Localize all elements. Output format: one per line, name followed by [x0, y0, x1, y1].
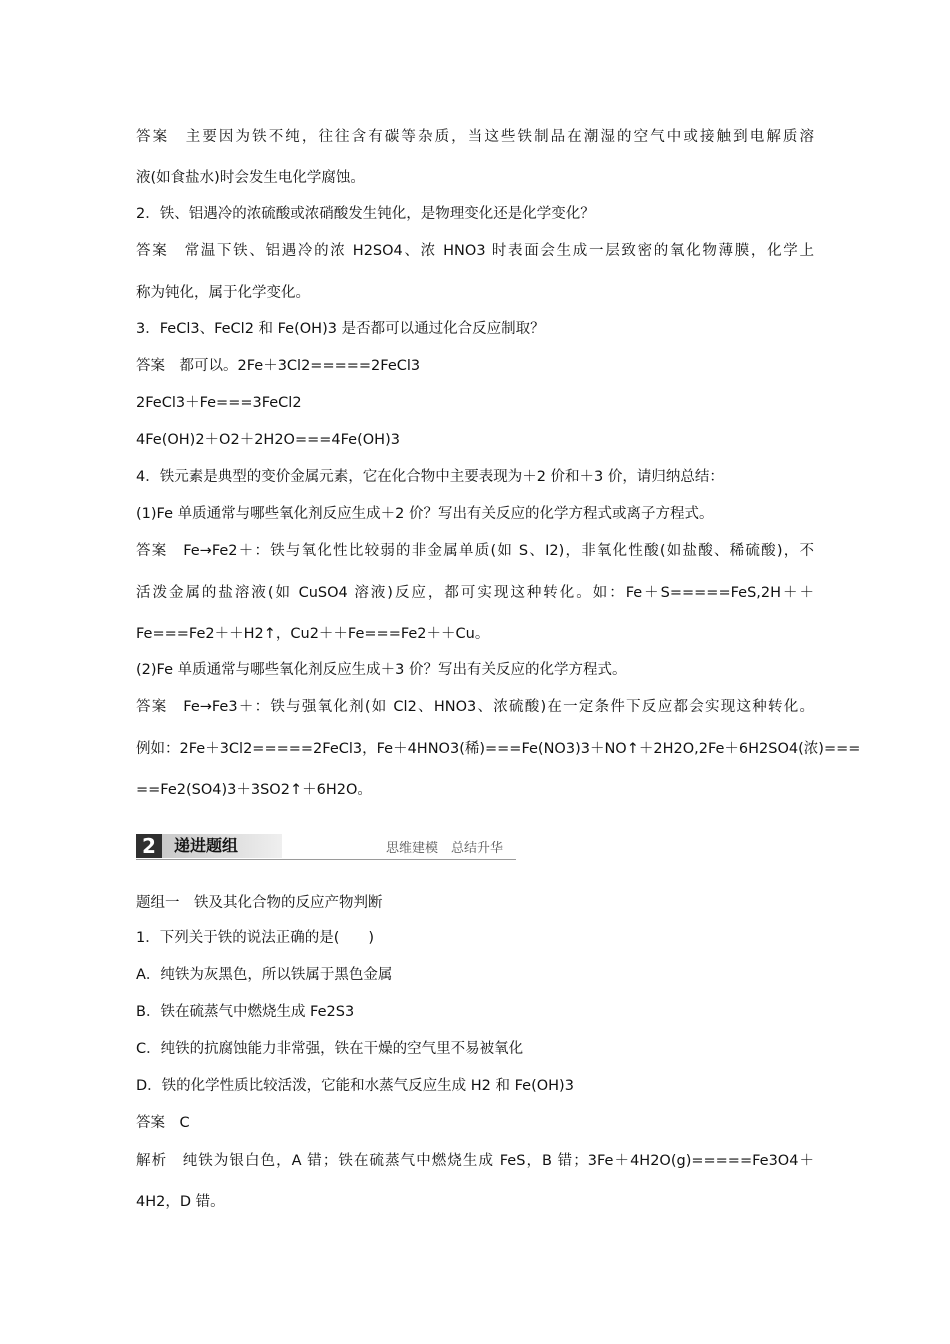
line-20: 1．下列关于铁的说法正确的是( ) [136, 930, 375, 946]
line-3: 2．铁、铝遇冷的浓硫酸或浓硝酸发生钝化，是物理变化还是化学变化？ [136, 206, 595, 222]
line-19: 题组一 铁及其化合物的反应产物判断 [136, 895, 383, 911]
line-8: 2FeCl3＋Fe===3FeCl2 [136, 395, 302, 411]
line-25: 答案 C [136, 1115, 190, 1131]
line-22: B．铁在硫蒸气中燃烧生成 Fe2S3 [136, 1004, 355, 1020]
line-14: Fe===Fe2＋＋H2↑，Cu2＋＋Fe===Fe2＋＋Cu。 [136, 626, 490, 642]
section-subtitle: 思维建模 总结升华 [386, 841, 504, 856]
line-9: 4Fe(OH)2＋O2＋2H2O===4Fe(OH)3 [136, 432, 400, 448]
line-18: ==Fe2(SO4)3＋3SO2↑＋6H2O。 [136, 782, 372, 798]
section-title: 递进题组 [174, 836, 239, 855]
line-26: 解析 纯铁为银白色，A 错；铁在硫蒸气中燃烧生成 FeS，B 错；3Fe＋4H2O(g)=====Fe3O4＋ [136, 1153, 814, 1169]
banner-underline [136, 859, 516, 860]
line-21: A．纯铁为灰黑色，所以铁属于黑色金属 [136, 967, 393, 983]
line-1: 答案 主要因为铁不纯，往往含有碳等杂质，当这些铁制品在潮湿的空气中或接触到电解质溶 [136, 129, 814, 145]
line-2: 液(如食盐水)时会发生电化学腐蚀。 [136, 170, 365, 186]
line-11: (1)Fe 单质通常与哪些氧化剂反应生成＋2 价？写出有关反应的化学方程式或离子方程式。 [136, 506, 714, 522]
line-6: 3．FeCl3、FeCl2 和 Fe(OH)3 是否都可以通过化合反应制取？ [136, 321, 545, 337]
line-7: 答案 都可以。2Fe＋3Cl2=====2FeCl3 [136, 358, 421, 374]
line-27: 4H2，D 错。 [136, 1194, 225, 1210]
section-number: 2 [136, 834, 162, 858]
line-10: 4．铁元素是典型的变价金属元素，它在化合物中主要表现为＋2 价和＋3 价，请归纳总结： [136, 469, 724, 485]
line-23: C．纯铁的抗腐蚀能力非常强，铁在干燥的空气里不易被氧化 [136, 1041, 524, 1057]
line-17: 例如：2Fe＋3Cl2=====2FeCl3，Fe＋4HNO3(稀)===Fe(NO3)3＋NO↑＋2H2O,2Fe＋6H2SO4(浓)=== [136, 741, 861, 757]
line-15: (2)Fe 单质通常与哪些氧化剂反应生成＋3 价？写出有关反应的化学方程式。 [136, 662, 627, 678]
line-4: 答案 常温下铁、铝遇冷的浓 H2SO4、浓 HNO3 时表面会生成一层致密的氧化物薄膜，化学上 [136, 243, 814, 259]
section-banner [136, 834, 516, 860]
line-16: 答案 Fe→Fe3＋：铁与强氧化剂(如 Cl2、HNO3、浓硫酸)在一定条件下反应都会实现这种转化。 [136, 699, 814, 715]
line-12: 答案 Fe→Fe2＋：铁与氧化性比较弱的非金属单质(如 S、I2)，非氧化性酸(如盐酸、稀硫酸)，不 [136, 543, 814, 559]
line-13: 活泼金属的盐溶液(如 CuSO4 溶液)反应，都可实现这种转化。如：Fe＋S=====FeS,2H＋＋ [136, 585, 814, 601]
line-24: D．铁的化学性质比较活泼，它能和水蒸气反应生成 H2 和 Fe(OH)3 [136, 1078, 574, 1094]
line-5: 称为钝化，属于化学变化。 [136, 285, 310, 301]
